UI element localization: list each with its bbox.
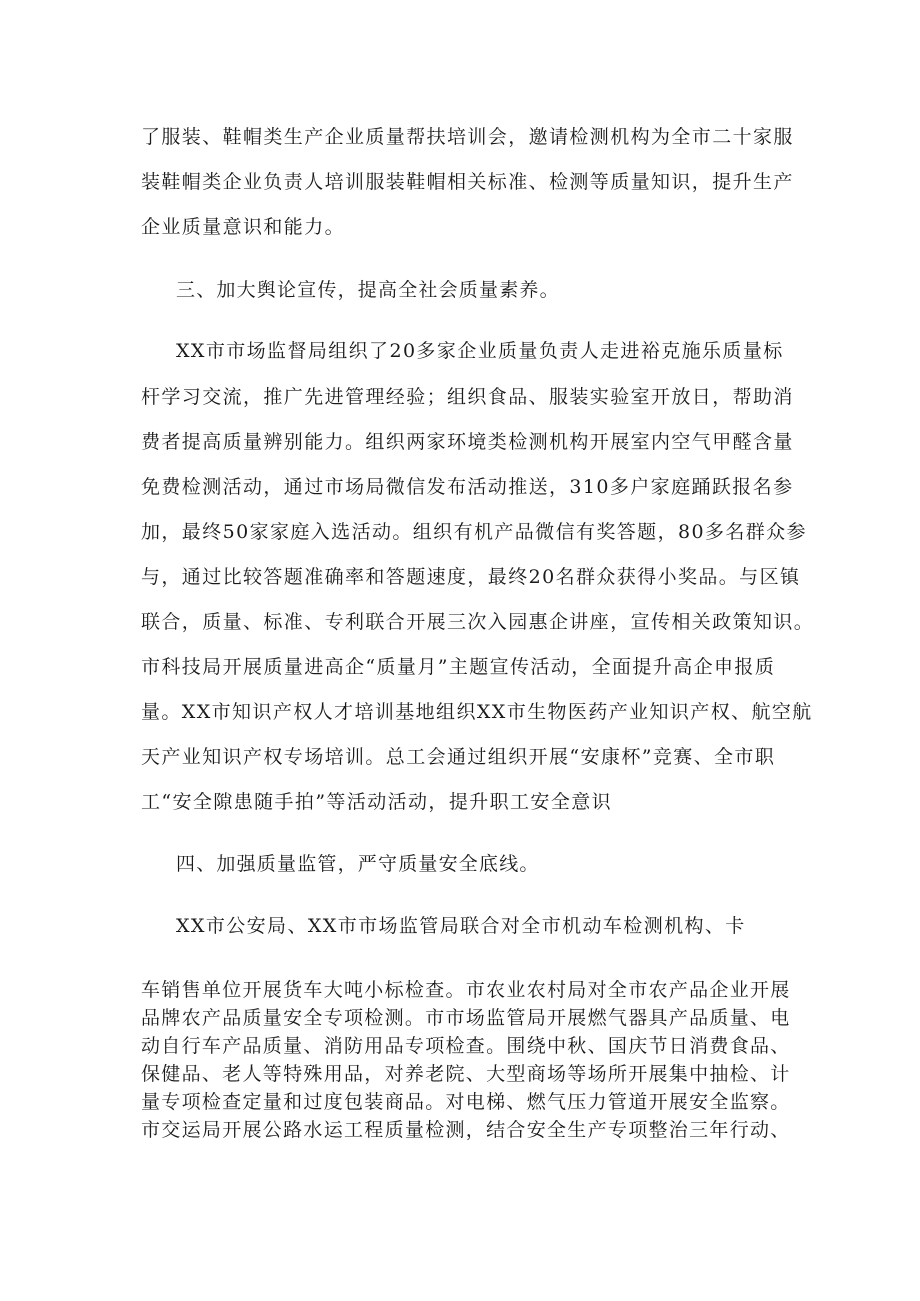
paragraph-3-line-7: 市交运局开展公路水运工程质量检测，结合安全生产专项整治三年行动、 <box>141 1119 791 1141</box>
paragraph-2-line-10: 天产业知识产权专场培训。总工会通过组织开展“安康杯”竞赛、全市职 <box>141 746 776 768</box>
paragraph-2-line-7: 联合，质量、标准、专利联合开展三次入园惠企讲座，宣传相关政策知识。 <box>141 611 815 633</box>
paragraph-2-line-11: 工“安全隙患随手拍”等活动活动，提升职工安全意识 <box>141 791 613 813</box>
paragraph-1-line-2: 装鞋帽类企业负责人培训服装鞋帽相关标准、检测等质量知识，提升生产 <box>141 171 794 193</box>
paragraph-3-line-1: XX市公安局、XX市市场监管局联合对全市机动车检测机构、卡 <box>176 915 746 937</box>
paragraph-2-line-8: 市科技局开展质量进高企“质量月”主题宣传活动，全面提升高企申报质 <box>141 656 776 678</box>
section-heading-3: 三、加大舆论宣传，提高全社会质量素养。 <box>176 279 560 301</box>
paragraph-2-line-1: XX市市场监督局组织了20多家企业质量负责人走进裕克施乐质量标 <box>176 340 784 362</box>
paragraph-1-line-3: 企业质量意识和能力。 <box>141 216 346 238</box>
paragraph-3-line-5: 保健品、老人等特殊用品，对养老院、大型商场等场所开展集中抽检、计 <box>141 1063 791 1085</box>
paragraph-2-line-3: 费者提高质量辨别能力。组织两家环境类检测机构开展室内空气甲醛含量 <box>141 431 794 453</box>
paragraph-3-line-2: 车销售单位开展货车大吨小标检查。市农业农村局对全市农产品企业开展 <box>141 979 791 1001</box>
paragraph-3-line-3: 品牌农产品质量安全专项检测。市市场监管局开展燃气器具产品质量、电 <box>141 1007 791 1029</box>
paragraph-2-line-9: 量。XX市知识产权人才培训基地组织XX市生物医药产业知识产权、航空航 <box>141 701 813 723</box>
paragraph-2-line-4: 免费检测活动，通过市场局微信发布活动推送，310多户家庭踊跃报名参 <box>141 476 794 498</box>
paragraph-2-line-5: 加，最终50家家庭入选活动。组织有机产品微信有奖答题，80多名群众参 <box>141 521 807 543</box>
paragraph-1-line-1: 了服装、鞋帽类生产企业质量帮扶培训会，邀请检测机构为全市二十家服 <box>141 126 794 148</box>
paragraph-2-line-2: 杆学习交流，推广先进管理经验；组织食品、服装实验室开放日，帮助消 <box>141 386 794 408</box>
paragraph-2-line-6: 与，通过比较答题准确率和答题速度，最终20名群众获得小奖品。与区镇 <box>141 566 801 588</box>
section-heading-4: 四、加强质量监管，严守质量安全底线。 <box>176 853 540 875</box>
paragraph-3-line-6: 量专项检查定量和过度包装商品。对电梯、燃气压力管道开展安全监察。 <box>141 1091 791 1113</box>
paragraph-3-line-4: 动自行车产品质量、消防用品专项检查。围绕中秋、国庆节日消费食品、 <box>141 1035 791 1057</box>
